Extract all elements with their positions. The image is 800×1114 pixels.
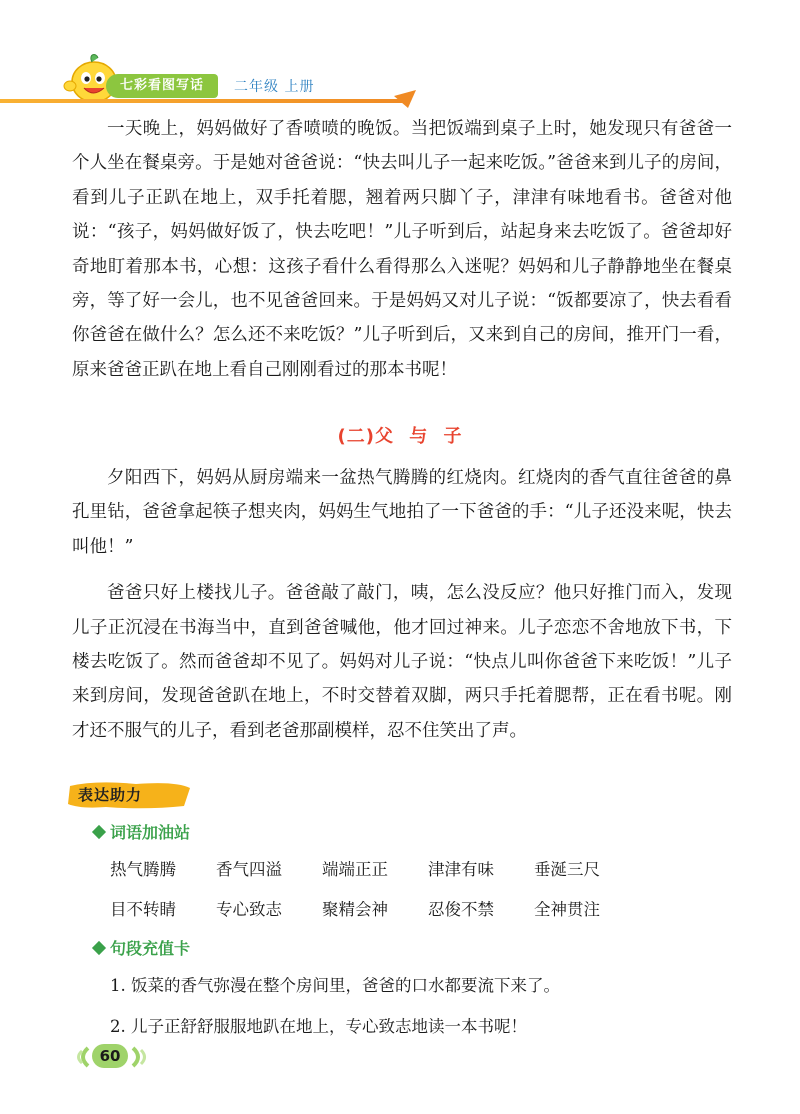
- left-arrow-decoration-icon: [74, 1046, 92, 1068]
- vocab-word: 热气腾腾: [110, 860, 176, 879]
- vocab-word: 目不转睛: [110, 900, 176, 919]
- story-one-paragraph: 一天晚上，妈妈做好了香喷喷的晚饭。当把饭端到桌子上时，她发现只有爸爸一个人坐在餐桌旁。于是她对爸爸说：“快去叫儿子一起来吃饭。”爸爸来到儿子的房间，看到儿子正趴在地上，双手托着腮，翘着两只脚丫子，津津有味地看书。爸爸对他说：“孩子，妈妈做好饭了，快去吃吧！”儿子听到后，站起身来去吃饭了。爸爸却好奇地盯着那本书，心想：这孩子看什么看得那么入迷呢？妈妈和儿子静静地坐在餐桌旁，等了好一会儿，也不见爸爸回来。于是妈妈又对儿子说：“饭都要凉了，快去看看你爸爸在做什么？怎么还不来吃饭？”儿子听到后，又来到自己的房间，推开门一看，原来爸爸正趴在地上看自己刚刚看过的那本书呢！: [72, 119, 732, 380]
- vocab-row: [110, 896, 640, 920]
- arrow-icon: [394, 90, 422, 110]
- vocab-word: 香气四溢: [216, 860, 282, 879]
- grade-label: 二年级 上册: [234, 79, 315, 95]
- header-rule: [0, 99, 408, 103]
- vocab-row: [110, 856, 640, 880]
- vocab-word: 忍俊不禁: [428, 900, 494, 919]
- story-two-paragraph-2: 爸爸只好上楼找儿子。爸爸敲了敲门，咦，怎么没反应？他只好推门而入，发现儿子正沉浸在书海当中，直到爸爸喊他，他才回过神来。儿子恋恋不舍地放下书，下楼去吃饭了。然而爸爸却不见了。妈妈对儿子说：“快点儿叫你爸爸下来吃饭！”儿子来到房间，发现爸爸趴在地上，不时交替着双脚，两只手托着腮帮，正在看书呢。刚才还不服气的儿子，看到老爸那副模样，忍不住笑出了声。: [72, 583, 732, 741]
- vocab-word: 聚精会神: [322, 900, 388, 919]
- story-two: [72, 461, 732, 748]
- help-badge-label: 表达助力: [78, 786, 143, 804]
- story-two-paragraph-1: 夕阳西下，妈妈从厨房端来一盆热气腾腾的红烧肉。红烧肉的香气直往爸爸的鼻孔里钻，爸爸拿起筷子想夹肉，妈妈生气地拍了一下爸爸的手：“儿子还没来呢，快去叫他！”: [72, 468, 732, 557]
- story-one: [72, 112, 732, 387]
- vocab-heading-text: 词语加油站: [110, 823, 191, 842]
- page-number: 60: [92, 1044, 128, 1068]
- diamond-icon: [92, 941, 106, 955]
- sentence-heading: [94, 936, 190, 959]
- vocab-heading: [94, 820, 190, 843]
- vocab-word: 全神贯注: [534, 900, 600, 919]
- example-sentence: 1. 饭菜的香气弥漫在整个房间里，爸爸的口水都要流下来了。: [110, 976, 560, 995]
- right-arrow-decoration-icon: [130, 1046, 154, 1068]
- vocab-word: 垂涎三尺: [534, 860, 600, 879]
- vocab-word: 专心致志: [216, 900, 282, 919]
- example-sentence: 2. 儿子正舒舒服服地趴在地上，专心致志地读一本书呢！: [110, 1017, 527, 1036]
- section-title: (二)父 与 子: [337, 426, 463, 447]
- diamond-icon: [92, 825, 106, 839]
- vocab-word: 津津有味: [428, 860, 494, 879]
- page-number-badge: [74, 1044, 154, 1070]
- book-title-tab: 七彩看图写话: [106, 74, 218, 98]
- page-header: [0, 0, 800, 110]
- vocab-word: 端端正正: [322, 860, 388, 879]
- sentence-heading-text: 句段充值卡: [110, 939, 191, 958]
